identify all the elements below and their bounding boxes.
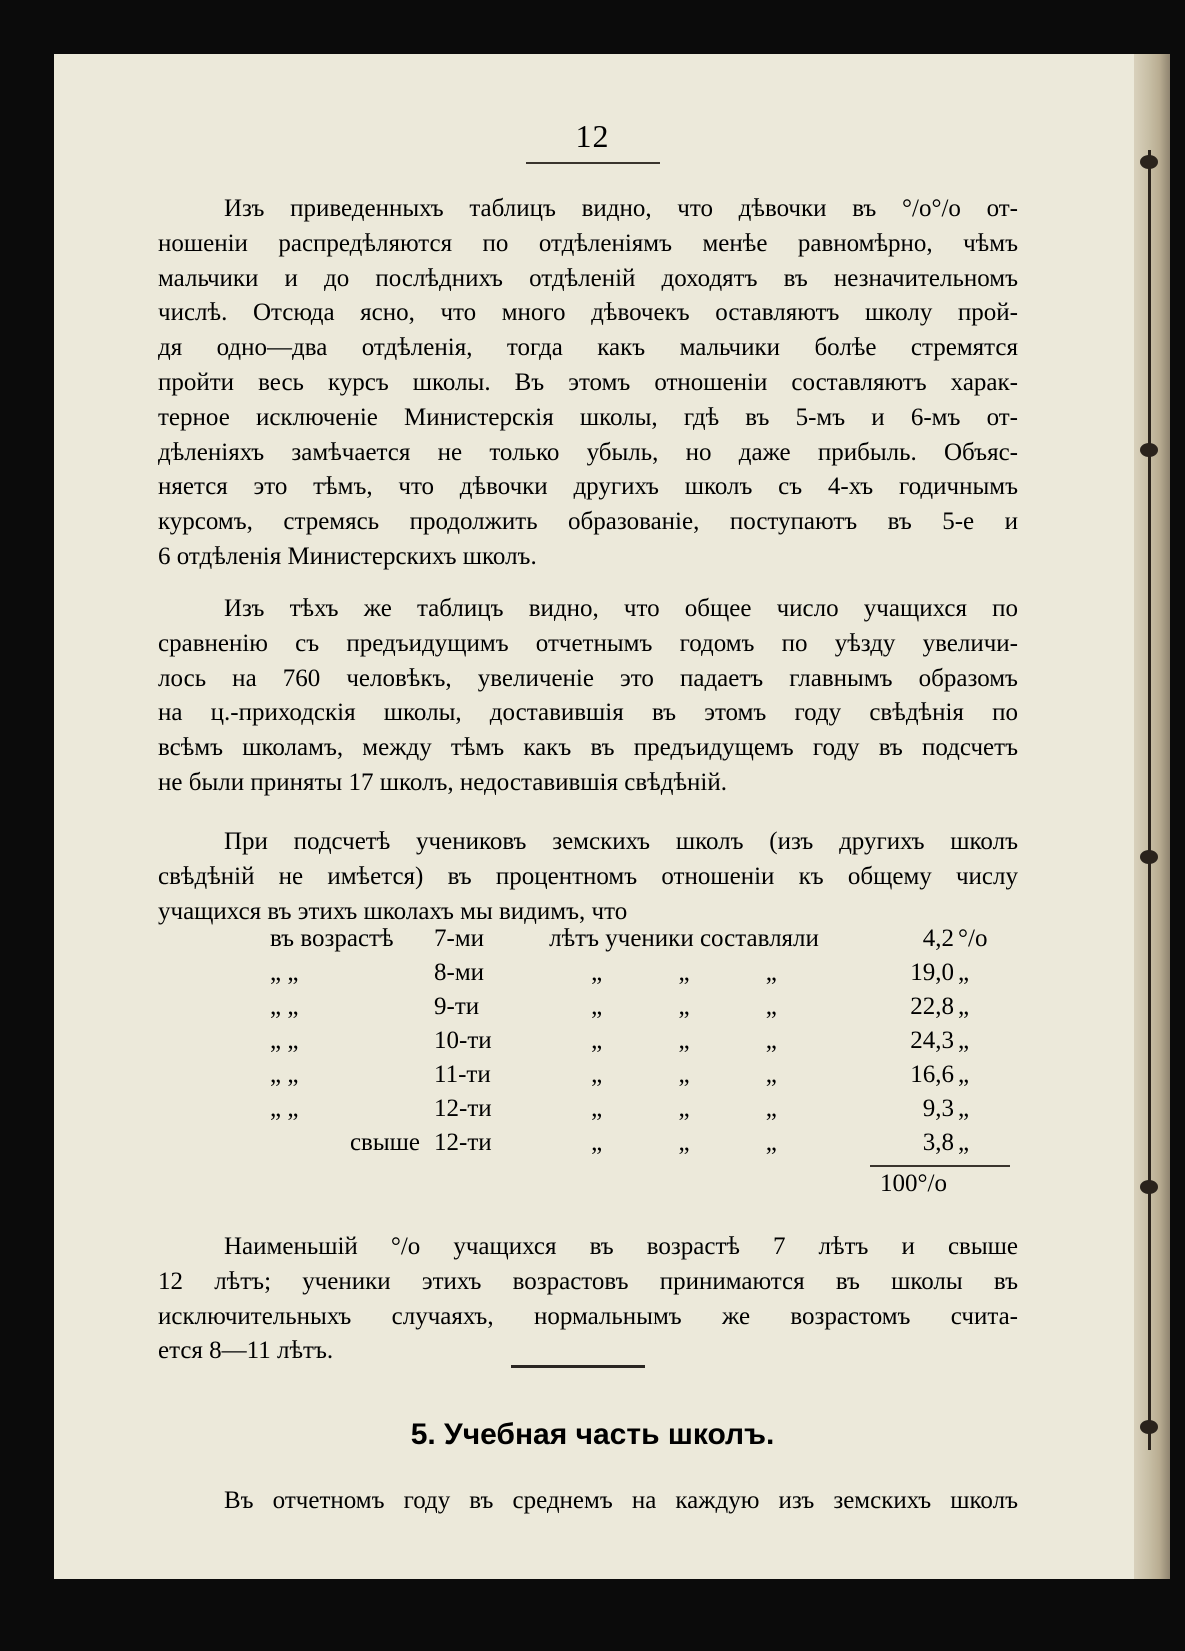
row-percent-sign: „ bbox=[958, 1027, 970, 1054]
row-label: „ „ „ bbox=[591, 993, 777, 1020]
row-age: 11-ти bbox=[434, 1061, 491, 1088]
row-label: лѣтъ ученики составляли bbox=[549, 925, 819, 952]
row-percent-sign: „ bbox=[958, 1129, 970, 1156]
table-row bbox=[270, 956, 998, 990]
binding-knot bbox=[1140, 443, 1158, 457]
row-prefix: „ „ bbox=[270, 1027, 299, 1054]
paragraph-2 bbox=[158, 592, 1018, 801]
text-line: При подсчетѣ учениковъ земскихъ школъ (изъ другихъ школъ bbox=[224, 828, 1018, 855]
text-line: не были приняты 17 школъ, недоставившія свѣдѣній. bbox=[158, 768, 727, 796]
row-prefix: „ „ bbox=[270, 1061, 299, 1088]
row-prefix: „ „ bbox=[270, 993, 299, 1020]
binding-knot bbox=[1140, 1180, 1158, 1194]
row-percent-sign: „ bbox=[958, 1061, 970, 1088]
text-line: няется это тѣмъ, что дѣвочки другихъ школъ съ 4-хъ годичнымъ bbox=[158, 473, 1018, 501]
book-spine bbox=[1134, 54, 1170, 1579]
table-total: 100°/o bbox=[880, 1170, 947, 1197]
row-value: 19,0 bbox=[910, 959, 954, 986]
text-line: числѣ. Отсюда ясно, что много дѣвочекъ оставляютъ школу прой- bbox=[158, 299, 1018, 327]
row-value: 22,8 bbox=[910, 993, 954, 1020]
row-label: „ „ „ bbox=[591, 1061, 777, 1088]
row-age: 10-ти bbox=[434, 1027, 492, 1054]
paragraph-4 bbox=[158, 1230, 1018, 1369]
row-label: „ „ „ bbox=[591, 1095, 777, 1122]
text-line: пройти весь курсъ школы. Въ этомъ отношеніи составляютъ харак- bbox=[158, 368, 1018, 396]
table-row bbox=[270, 1058, 998, 1092]
row-age: 7-ми bbox=[434, 925, 485, 952]
row-percent-sign: °/o bbox=[958, 925, 988, 952]
table-row bbox=[270, 1126, 998, 1160]
row-prefix: „ „ bbox=[270, 1095, 299, 1122]
row-prefix: въ возрастѣ bbox=[270, 925, 394, 952]
text-line: Изъ приведенныхъ таблицъ видно, что дѣвочки въ °/o°/o от- bbox=[224, 195, 1018, 222]
row-label: „ „ „ bbox=[591, 959, 777, 986]
row-percent-sign: „ bbox=[958, 1095, 970, 1122]
table-row bbox=[270, 922, 998, 956]
text-line: на ц.-приходскія школы, доставившія въ этомъ году свѣдѣнія по bbox=[158, 699, 1018, 727]
sum-rule bbox=[870, 1165, 1010, 1167]
row-prefix: свыше bbox=[349, 1129, 420, 1156]
text-line: 12 лѣтъ; ученики этихъ возрастовъ принимаются въ школы въ bbox=[158, 1267, 1018, 1295]
page-number: 12 bbox=[575, 118, 610, 154]
text-line: Изъ тѣхъ же таблицъ видно, что общее число учащихся по bbox=[224, 595, 1018, 622]
row-value: 9,3 bbox=[922, 1095, 954, 1122]
row-label: „ „ „ bbox=[591, 1027, 777, 1054]
row-age: 12-ти bbox=[434, 1129, 492, 1156]
row-age: 8-ми bbox=[434, 959, 485, 986]
text-line: 6 отдѣленія Министерскихъ школъ. bbox=[158, 542, 537, 570]
binding-thread bbox=[1148, 150, 1151, 1450]
binding-knot bbox=[1140, 155, 1158, 169]
text-line: дя одно—два отдѣленія, тогда какъ мальчики болѣе стремятся bbox=[158, 334, 1018, 362]
text-line: лось на 760 человѣкъ, увеличеніе это падаетъ главнымъ образомъ bbox=[158, 664, 1018, 692]
age-distribution-table bbox=[270, 922, 998, 1160]
row-value: 24,3 bbox=[910, 1027, 954, 1054]
row-percent-sign: „ bbox=[958, 993, 970, 1020]
text-line: Въ отчетномъ году въ среднемъ на каждую изъ земскихъ школъ bbox=[224, 1487, 1018, 1514]
table-row bbox=[270, 990, 998, 1024]
row-prefix: „ „ bbox=[270, 959, 299, 986]
row-percent-sign: „ bbox=[958, 959, 970, 986]
text-line: свѣдѣній не имѣется) въ процентномъ отношеніи къ общему числу bbox=[158, 862, 1018, 890]
row-value: 16,6 bbox=[910, 1061, 954, 1088]
row-label: „ „ „ bbox=[591, 1129, 777, 1156]
table-row bbox=[270, 1024, 998, 1058]
text-line: Наименьшій °/o учащихся въ возрастѣ 7 лѣтъ и свыше bbox=[224, 1233, 1018, 1260]
text-line: курсомъ, стремясь продолжить образованіе, поступаютъ въ 5-е и bbox=[158, 508, 1018, 536]
table-row bbox=[270, 1092, 998, 1126]
row-value: 4,2 bbox=[922, 925, 954, 952]
text-line: дѣленіяхъ замѣчается не только убыль, но даже прибыль. Объяс- bbox=[158, 438, 1018, 466]
row-value: 3,8 bbox=[922, 1129, 954, 1156]
paragraph-1 bbox=[158, 192, 1018, 575]
text-line: терное исключеніе Министерскія школы, гдѣ въ 5-мъ и 6-мъ от- bbox=[158, 403, 1018, 431]
row-age: 12-ти bbox=[434, 1095, 492, 1122]
binding-knot bbox=[1140, 850, 1158, 864]
paragraph-3 bbox=[158, 825, 1018, 929]
text-line: ется 8—11 лѣтъ. bbox=[158, 1337, 334, 1365]
section-title: 5. Учебная часть школъ. bbox=[410, 1418, 775, 1451]
paragraph-5 bbox=[158, 1484, 1018, 1519]
page-number-rule bbox=[526, 162, 660, 164]
text-line: сравненію съ предъидущимъ отчетнымъ годомъ по уѣзду увеличи- bbox=[158, 629, 1018, 657]
text-line: всѣмъ школамъ, между тѣмъ какъ въ предъидущемъ году въ подсчетъ bbox=[158, 734, 1018, 762]
row-age: 9-ти bbox=[434, 993, 480, 1020]
text-line: исключительныхъ случаяхъ, нормальнымъ же возрастомъ счита- bbox=[158, 1302, 1018, 1330]
text-line: ношеніи распредѣляются по отдѣленіямъ менѣе равномѣрно, чѣмъ bbox=[158, 229, 1018, 257]
text-line: учащихся въ этихъ школахъ мы видимъ, что bbox=[158, 897, 628, 925]
text-line: мальчики и до послѣднихъ отдѣленій доходятъ въ незначительномъ bbox=[158, 264, 1018, 292]
section-divider bbox=[511, 1365, 645, 1368]
